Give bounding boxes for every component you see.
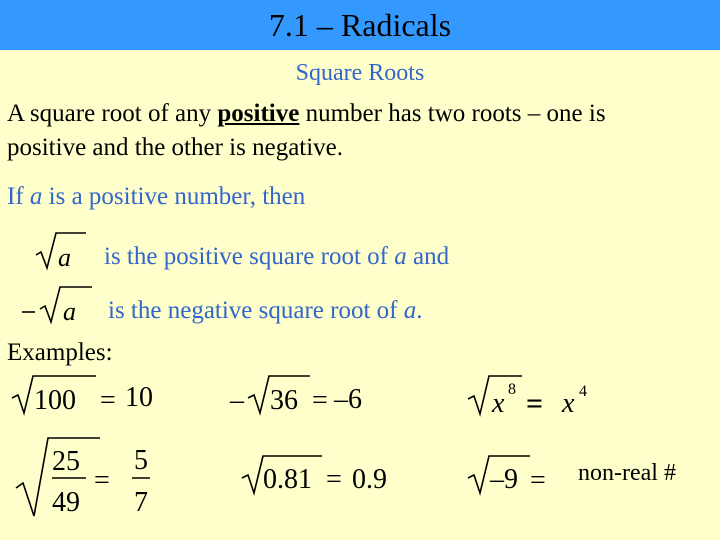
example-1-equals: =: [100, 385, 116, 416]
positive-root-text: is the positive square root of: [104, 243, 395, 270]
example-5-result: 0.9: [352, 464, 387, 495]
condition-text-1: If: [7, 183, 30, 210]
negative-root-text-var: a: [403, 297, 417, 324]
example-1-result: 10: [125, 382, 153, 413]
positive-root-text-end: and: [406, 243, 450, 270]
example-4-result-numerator: 5: [134, 445, 148, 476]
example-6-equals: =: [530, 465, 546, 496]
definition-line-2: positive and the other is negative.: [7, 134, 344, 161]
example-3-radicand-exp: 8: [508, 381, 516, 398]
example-sqrt-fraction: [14, 436, 164, 522]
example-6-radicand: –9: [490, 464, 518, 495]
example-2-equals: =: [312, 385, 328, 416]
example-4-numerator: 25: [52, 446, 80, 477]
condition-text-2: is a positive number, then: [42, 183, 306, 210]
condition-var: a: [29, 183, 43, 210]
example-2-radicand: 36: [270, 385, 298, 416]
page-title: 7.1 – Radicals: [268, 7, 452, 43]
example-3-result-exp: 4: [579, 383, 587, 400]
negative-root-text: is the negative square root of: [108, 297, 404, 324]
example-sqrt-x8: [466, 372, 606, 422]
negative-root-text-end: .: [416, 297, 423, 324]
example-3-equals: =: [526, 387, 544, 420]
example-6-result: non-real #: [578, 460, 676, 486]
example-neg-sqrt-36: [228, 372, 388, 418]
example-sqrt-neg9: [466, 452, 566, 498]
definition-line-1: [7, 99, 606, 129]
negative-root-line: [108, 296, 423, 326]
positive-root-expression: [34, 230, 94, 274]
example-2-sign: –: [230, 385, 244, 416]
example-4-equals: =: [94, 465, 110, 496]
emphasis-positive: positive: [217, 100, 300, 127]
example-5-radicand: 0.81: [263, 464, 312, 495]
example-5-equals: =: [326, 464, 342, 495]
positive-root-label: √a: [64, 242, 65, 243]
example-4-denominator: 49: [52, 487, 80, 518]
example-3-result: x: [562, 388, 575, 419]
negative-root-var: a: [63, 297, 76, 326]
condition-line: [7, 182, 305, 212]
examples-label: Examples:: [7, 339, 113, 366]
example-sqrt-081: [240, 452, 410, 498]
negative-root-label: –√a: [62, 295, 64, 296]
example-2-result: –6: [334, 384, 362, 415]
example-sqrt-100: [10, 372, 170, 418]
positive-root-line: [104, 242, 449, 272]
subtitle: Square Roots: [295, 60, 425, 86]
definition-text-1: A square root of any: [7, 100, 218, 127]
example-4-result-denominator: 7: [134, 487, 148, 518]
positive-root-var: a: [58, 243, 71, 272]
negative-root-expression: [22, 283, 102, 327]
example-3-radicand: x: [492, 388, 505, 419]
positive-root-text-var: a: [394, 243, 407, 270]
definition-text-2: number has two roots – one is: [299, 100, 606, 127]
example-1-radicand: 100: [34, 385, 76, 416]
